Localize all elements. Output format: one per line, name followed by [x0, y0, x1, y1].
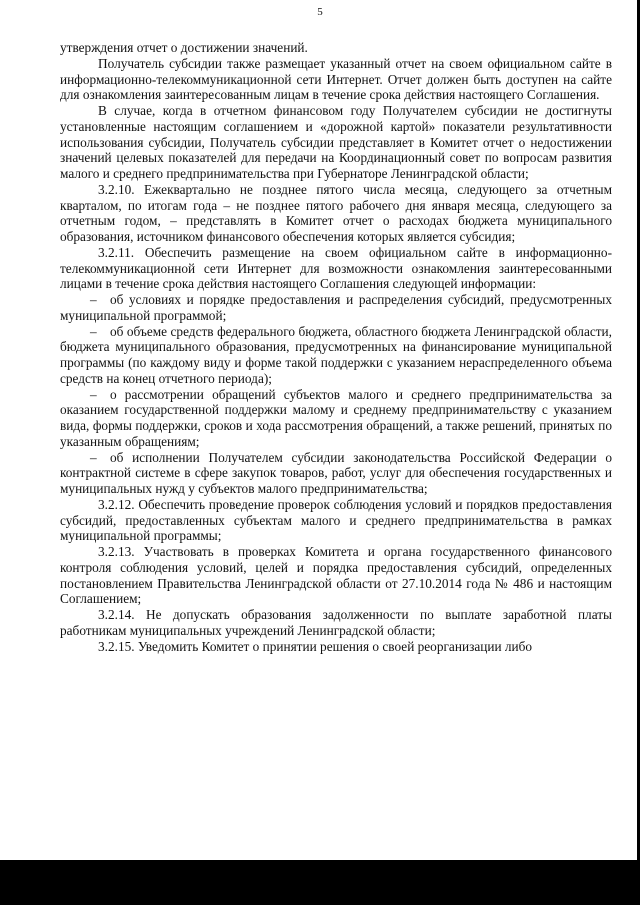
page-number: 5	[317, 6, 323, 18]
paragraph-3-2-11: 3.2.11. Обеспечить размещение на своем официальном сайте в информационно-телекоммуникационной сети Интернет для возможности ознакомления заинтересованными лицами в течение срока действия настоящего Соглашения следующей информации:	[60, 244, 612, 292]
document-body	[60, 40, 612, 654]
paragraph-3-2-12: 3.2.12. Обеспечить проведение проверок соблюдения условий и порядков предоставления субсидий, предоставленных субъектам малого и среднего предпринимательства в рамках муниципальной программы;	[60, 496, 612, 544]
paragraph: Получатель субсидии также размещает указанный отчет на своем официальном сайте в информационно-телекоммуникационной сети Интернет. Отчет должен быть доступен на сайте для ознакомления заинтересованным лицам в течение срока действия настоящего Соглашения.	[60, 55, 612, 103]
paragraph-3-2-10: 3.2.10. Ежеквартально не позднее пятого числа месяца, следующего за отчетным кварталом, по итогам года – не позднее пятого рабочего дня января месяца, следующего за отчетным годом, – представлять в Комитет отчет о расходах бюджета муниципального образования, источником финансового обеспечения которых является субсидия;	[60, 181, 612, 244]
scan-bottom-border	[0, 860, 640, 905]
paragraph: В случае, когда в отчетном финансовом году Получателем субсидии не достигнуты установленные настоящим соглашением и «дорожной картой» показатели результативности использования субсидии, Получатель субсидии представляет в Комитет отчет о недостижении значений целевых показателей для передачи на Координационный совет по вопросам развития малого и среднего предпринимательства при Губернаторе Ленинградской области;	[60, 103, 612, 181]
list-item: – о рассмотрении обращений субъектов малого и среднего предпринимательства за оказанием государственной поддержки малому и среднему предпринимательству с указанием вида, формы поддержки, сроков и хода рассмотрения обращений, а также решений, принятых по указанным обращениям;	[60, 386, 612, 449]
paragraph-3-2-15: 3.2.15. Уведомить Комитет о принятии решения о своей реорганизации либо	[98, 638, 533, 654]
list-item: – об условиях и порядке предоставления и распределения субсидий, предусмотренных муниципальной программой;	[60, 292, 612, 323]
paragraph-3-2-13: 3.2.13. Участвовать в проверках Комитета и органа государственного финансового контроля соблюдения условий, целей и порядка предоставления субсидий, определенных постановлением Правительства Ленинградской области от 27.10.2014 года № 486 и настоящим Соглашением;	[60, 544, 612, 607]
list-item: – об объеме средств федерального бюджета, областного бюджета Ленинградской области, бюджета муниципального образования, предусмотренных на финансирование муниципальной программы (по каждому виду и форме такой поддержки с указанием нераспределенного объема средств на конец отчетного периода);	[60, 323, 612, 386]
paragraph: утверждения отчет о достижении значений.	[60, 40, 308, 55]
paragraph-3-2-14: 3.2.14. Не допускать образования задолженности по выплате заработной платы работникам муниципальных учреждений Ленинградской области;	[60, 607, 612, 638]
list-item: – об исполнении Получателем субсидии законодательства Российской Федерации о контрактной системе в сфере закупок товаров, работ, услуг для обеспечения государственных и муниципальных нужд у субъектов малого предпринимательства;	[60, 449, 612, 496]
